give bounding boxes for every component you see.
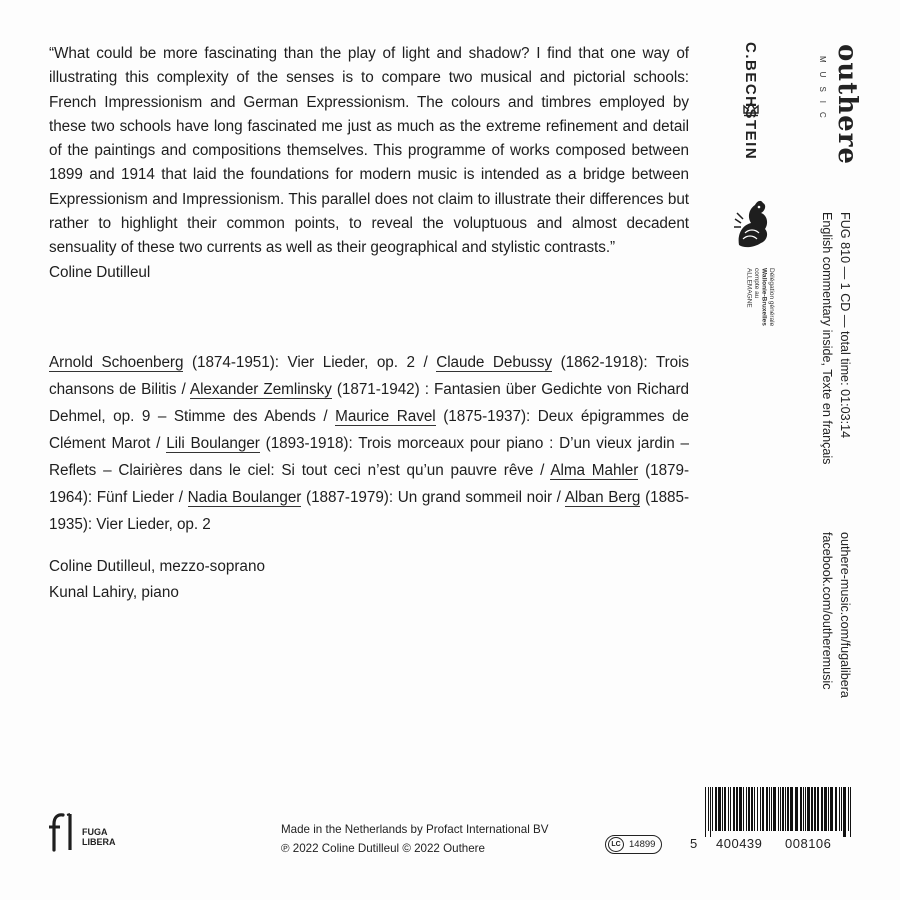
performer-pianist: Kunal Lahiry, piano — [49, 584, 179, 601]
barcode-bar — [773, 787, 776, 831]
language-line: English commentary inside, Texte en français — [820, 212, 834, 465]
barcode-bar — [736, 787, 738, 831]
barcode-bar — [751, 787, 753, 831]
barcode-bar — [733, 787, 735, 831]
wallonie-bruxelles-text — [745, 268, 775, 326]
barcode-bar — [748, 787, 750, 831]
rooster-emblem-icon — [733, 195, 773, 251]
barcode-bar — [785, 787, 786, 831]
barcode-bar — [743, 787, 744, 831]
quote-author: Coline Dutilleul — [49, 263, 151, 281]
barcode-bar — [712, 787, 713, 831]
barcode-bar — [803, 787, 804, 831]
performers — [49, 554, 265, 606]
barcode-bar — [769, 787, 770, 831]
barcode-bar — [724, 787, 726, 831]
barcode-bar — [814, 787, 816, 831]
fuga-libera-logo-icon — [46, 812, 80, 852]
barcode-bar — [811, 787, 813, 831]
work-description: (1862-1918): Trois chansons de Bilitis / — [49, 354, 690, 398]
crown-icon — [742, 100, 760, 118]
barcode-bar — [795, 787, 798, 831]
barcode-bar — [807, 787, 810, 831]
lc-number: 14899 — [629, 839, 656, 850]
work-description: (1871-1942) : Fantasien über Gedichte von Richard Dehmel, op. 9 – Stimme des Abends / — [49, 381, 690, 425]
composer-name: Alban Berg — [564, 489, 641, 506]
label-code-badge — [605, 835, 662, 854]
barcode-bar — [708, 787, 709, 831]
barcode-lead-digit: 5 — [690, 836, 698, 851]
barcode-bar — [828, 787, 829, 831]
manufacturing-credits — [281, 820, 548, 858]
work-description: (1879-1964): Fünf Lieder / — [49, 462, 689, 506]
barcode-bar — [835, 787, 837, 831]
barcode — [705, 787, 855, 837]
barcode-bar — [739, 787, 742, 831]
made-in-text: Made in the Netherlands by Profact International BV — [281, 823, 549, 836]
barcode-bar — [746, 787, 747, 831]
barcode-bar — [757, 787, 758, 831]
libera-word: LIBERA — [82, 837, 116, 847]
fuga-libera-wordmark — [82, 827, 116, 847]
lc-icon: LC — [608, 837, 624, 852]
barcode-bar — [710, 787, 711, 837]
barcode-bar — [705, 787, 706, 837]
barcode-bar — [800, 787, 802, 831]
work-description: (1874-1951): Vier Lieder, op. 2 / — [183, 354, 437, 371]
barcode-bar — [848, 787, 849, 831]
composer-name: Claude Debussy — [436, 354, 553, 371]
barcode-bar — [841, 787, 842, 831]
catalog-line: FUG 810 — 1 CD — total time: 01:03:14 — [838, 212, 852, 439]
barcode-bar — [780, 787, 781, 831]
barcode-bar — [754, 787, 755, 831]
barcode-bar — [782, 787, 784, 831]
performer-singer: Coline Dutilleul, mezzo-soprano — [49, 558, 265, 575]
barcode-bar — [839, 787, 840, 831]
barcode-bar — [766, 787, 768, 831]
barcode-bar — [718, 787, 721, 831]
barcode-bar — [824, 787, 827, 831]
outhere-music-label: MUSIC — [818, 56, 827, 127]
barcode-bar — [790, 787, 793, 831]
barcode-bar — [850, 787, 851, 837]
barcode-bar — [817, 787, 819, 831]
composer-name: Nadia Boulanger — [187, 489, 302, 506]
wb-line: Délégation générale — [768, 268, 775, 327]
barcode-bar — [722, 787, 723, 831]
copyright-text: ℗ 2022 Coline Dutilleul © 2022 Outhere — [281, 842, 485, 855]
composer-name: Alexander Zemlinsky — [189, 381, 332, 398]
barcode-right-digits: 008106 — [785, 836, 832, 851]
barcode-bar — [805, 787, 806, 831]
wb-line: Wallonie-Bruxelles — [760, 268, 768, 326]
barcode-bar — [728, 787, 729, 831]
composer-name: Maurice Ravel — [335, 408, 436, 425]
wb-line: compte au — [753, 268, 760, 299]
composer-name: Alma Mahler — [550, 462, 639, 479]
bechstein-logo: C.BECHSTEIN — [742, 42, 759, 161]
wb-line: ALLEMAGNE — [745, 268, 753, 308]
program-list — [49, 349, 689, 538]
barcode-left-digits: 400439 — [716, 836, 763, 851]
barcode-bar — [771, 787, 772, 831]
work-description: (1885-1935): Vier Lieder, op. 2 — [49, 489, 689, 533]
outhere-logo: outhere — [832, 44, 862, 165]
work-description: (1893-1918): Trois morceaux pour piano : D’un vieux jardin – Reflets – Clairières dans le ciel: Si tout ceci n’est qu’un pauvre rêve / — [49, 435, 689, 479]
barcode-bar — [760, 787, 761, 831]
composer-name: Arnold Schoenberg — [49, 354, 184, 371]
website-link[interactable]: outhere-music.com/fugalibera — [838, 532, 852, 698]
barcode-bar — [762, 787, 764, 831]
barcode-bar — [730, 787, 731, 831]
liner-quote — [49, 42, 689, 285]
work-description: (1875-1937): Deux épigrammes de Clément Marot / — [49, 408, 689, 452]
barcode-bar — [778, 787, 779, 831]
barcode-bar — [715, 787, 717, 831]
composer-name: Lili Boulanger — [166, 435, 260, 452]
barcode-bar — [830, 787, 833, 831]
barcode-bar — [821, 787, 823, 831]
facebook-link[interactable]: facebook.com/outheremusic — [820, 532, 834, 690]
fuga-word: FUGA — [82, 827, 108, 837]
barcode-bar — [787, 787, 789, 831]
work-description: (1887-1979): Un grand sommeil noir / — [301, 489, 565, 506]
quote-text: “What could be more fascinating than the play of light and shadow? I find that one way of illustrating this complexity of the senses is to compare two musical and pictorial schools: French Impressionism and German Expressionism. The colours and timbres employed by these two schools have long fascinated me just as much as the extreme refinement and detail of the paintings and compositions themselves. This programme of works composed between 1899 and 1914 that laid the foundations for modern music is intended as a bridge between Expressionism and Impressionism. This parallel does not claim to illustrate their differences but rather to highlight their common points, to reveal the voluptuous and almost decadent sensuality of these two currents as well as their geographical and stylistic contrasts.” — [49, 45, 689, 257]
barcode-bar — [843, 787, 846, 837]
